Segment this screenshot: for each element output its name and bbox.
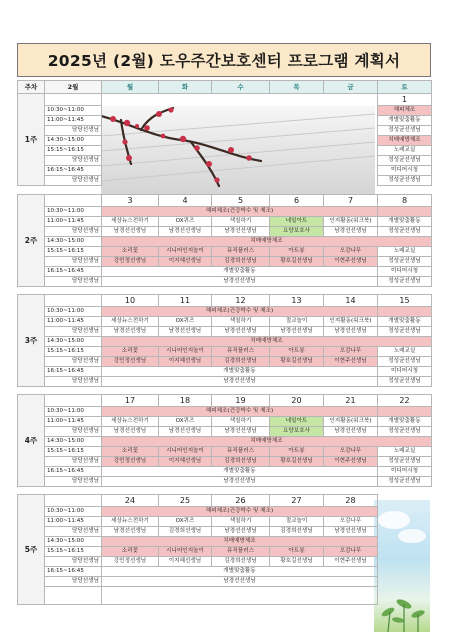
- date-cell: [45, 295, 102, 307]
- teacher-cell: 남경선선생님: [212, 427, 270, 437]
- week-label: 5주: [18, 495, 45, 605]
- activity-cell: 뮤직플러스: [212, 447, 270, 457]
- table-row: [18, 537, 432, 547]
- activity-cell: 아트봉: [270, 447, 324, 457]
- activity-cell: 시니어인지놀이: [159, 447, 212, 457]
- wide-activity: 치매예방체조: [102, 337, 432, 347]
- teacher-cell: 정성균선생님: [378, 227, 432, 237]
- photo-area: [102, 156, 378, 166]
- teacher-cell: 남경선선생님: [159, 327, 212, 337]
- teacher-cell: 이지혜선생님: [159, 457, 212, 467]
- table-row: [18, 377, 432, 387]
- table-row: [18, 367, 432, 377]
- activity-cell: 아트봉: [270, 347, 324, 357]
- time-slot: 14:30~15:00: [45, 537, 102, 547]
- activity-cell: 색칠하기: [212, 417, 270, 427]
- activity-cell: 절교놀이: [270, 517, 324, 527]
- table-row: [18, 477, 432, 487]
- time-slot: 담당선생님: [45, 156, 102, 166]
- date-cell: 18: [159, 395, 212, 407]
- day-header-wed: 수: [212, 81, 270, 94]
- activity-cell: 뮤직플러스: [212, 247, 270, 257]
- wide-teacher: 남경선선생님: [102, 277, 378, 287]
- teacher-cell: 남경선선생님: [324, 427, 378, 437]
- wide-teacher: 남경선선생님: [102, 377, 378, 387]
- title-banner: [17, 43, 431, 77]
- time-slot: 10:30~11:00: [45, 106, 102, 116]
- date-cell: 10: [102, 295, 159, 307]
- time-slot: 담당선생님: [45, 327, 102, 337]
- wide-activity: 치매예방체조: [102, 437, 432, 447]
- activity-cell: 세상뉴스전하기: [102, 417, 159, 427]
- sat-activity: 노래교실: [378, 146, 432, 156]
- teacher-cell: 이현주선생님: [324, 357, 378, 367]
- table-row: [18, 277, 432, 287]
- wide-activity: 해피체조(건강박수 및 체조): [102, 507, 378, 517]
- time-slot: 16:15~16:45: [45, 166, 102, 176]
- photo-area: [102, 126, 378, 136]
- wide-teacher: 남경선선생님: [102, 577, 378, 587]
- table-row: [18, 567, 432, 577]
- header-row: [18, 81, 432, 94]
- table-row: [18, 176, 432, 186]
- week-column-header: 주차: [18, 81, 45, 94]
- table-row: [18, 557, 432, 567]
- table-row: [18, 337, 432, 347]
- date-row: [18, 295, 432, 307]
- time-slot: 16:15~16:45: [45, 467, 102, 477]
- date-row: [18, 94, 432, 106]
- time-slot: 11:00~11:45: [45, 517, 102, 527]
- sat-activity: 해피체조: [378, 106, 432, 116]
- table-row: [18, 166, 432, 176]
- table-row: [18, 577, 432, 587]
- empty-cell: [45, 587, 102, 605]
- activity-cell: 오감나무: [324, 517, 378, 527]
- teacher-cell: 김경희선생님: [212, 357, 270, 367]
- teacher-cell: 남경선선생님: [212, 327, 270, 337]
- teacher-cell: 정성균선생님: [378, 457, 432, 467]
- time-slot: 10:30~11:00: [45, 507, 102, 517]
- date-cell: 12: [212, 295, 270, 307]
- month-header: 2월: [45, 81, 102, 94]
- table-row: [18, 227, 432, 237]
- activity-cell: OX퀴즈: [159, 217, 212, 227]
- teacher-cell: 남경선선생님: [212, 227, 270, 237]
- activity-cell: 개별맞춤활동: [378, 317, 432, 327]
- activity-cell: 개별맞춤활동: [378, 217, 432, 227]
- sat-activity: 미디어시청: [378, 367, 432, 377]
- teacher-cell: 김경희선생님: [212, 457, 270, 467]
- activity-cell: 세상뉴스전하기: [102, 317, 159, 327]
- activity-cell: 뮤직플러스: [212, 547, 270, 557]
- teacher-cell: 남경선선생님: [102, 427, 159, 437]
- activity-cell: 노래교실: [378, 447, 432, 457]
- table-row: [18, 327, 432, 337]
- table-row: [18, 116, 432, 126]
- time-slot: 11:00~11:45: [45, 116, 102, 126]
- wide-activity: 치매예방체조: [102, 237, 432, 247]
- date-cell: 19: [212, 395, 270, 407]
- time-slot: 15:15~16:15: [45, 247, 102, 257]
- sat-activity: [378, 207, 432, 217]
- table-row: [18, 407, 432, 417]
- activity-cell: 아트봉: [270, 247, 324, 257]
- date-cell: 4: [159, 195, 212, 207]
- day-header-mon: 월: [102, 81, 159, 94]
- table-row: [18, 267, 432, 277]
- table-row: [18, 447, 432, 457]
- sat-teacher: 정성균선생님: [378, 156, 432, 166]
- activity-cell: 오감나무: [324, 447, 378, 457]
- activity-cell: 오감나무: [324, 347, 378, 357]
- date-cell: [45, 94, 102, 106]
- teacher-cell: 이현주선생님: [324, 557, 378, 567]
- activity-cell: 노래교실: [378, 347, 432, 357]
- date-cell: 27: [270, 495, 324, 507]
- table-row: [18, 507, 432, 517]
- photo-area: [102, 94, 378, 106]
- activity-cell: 시니어인지놀이: [159, 347, 212, 357]
- photo-area: [102, 106, 378, 116]
- activity-cell: OX퀴즈: [159, 317, 212, 327]
- date-cell: 5: [212, 195, 270, 207]
- wide-activity: 해피체조(건강박수 및 체조): [102, 307, 378, 317]
- date-row: [18, 195, 432, 207]
- time-slot: 14:30~15:00: [45, 237, 102, 247]
- time-slot: 11:00~11:45: [45, 417, 102, 427]
- wide-activity: 해피체조(건강박수 및 체조): [102, 207, 378, 217]
- date-cell: [45, 495, 102, 507]
- date-cell: 22: [378, 395, 432, 407]
- activity-cell: 노래교실: [378, 247, 432, 257]
- time-slot: 11:00~11:45: [45, 217, 102, 227]
- table-row: [18, 247, 432, 257]
- date-cell: 24: [102, 495, 159, 507]
- teacher-cell: 김경희선생님: [270, 527, 324, 537]
- table-row: [18, 427, 432, 437]
- date-cell: 13: [270, 295, 324, 307]
- teacher-cell: 남경선선생님: [324, 527, 378, 537]
- activity-cell: 개별맞춤활동: [378, 417, 432, 427]
- activity-cell: OX퀴즈: [159, 517, 212, 527]
- teacher-cell: 남경선선생님: [270, 327, 324, 337]
- table-row: [18, 547, 432, 557]
- table-row: [18, 347, 432, 357]
- teacher-cell: 정성균선생님: [378, 357, 432, 367]
- table-row: [18, 136, 432, 146]
- date-row: [18, 395, 432, 407]
- activity-cell: 세상뉴스전하기: [102, 517, 159, 527]
- time-slot: 10:30~11:00: [45, 407, 102, 417]
- teacher-cell: 강민정선생님: [102, 257, 159, 267]
- teacher-cell: 김경희선생님: [159, 527, 212, 537]
- sat-teacher: 정성균선생님: [378, 477, 432, 487]
- teacher-cell: 남경선선생님: [212, 527, 270, 537]
- table-row: [18, 467, 432, 477]
- day-header-sat: 토: [378, 81, 432, 94]
- week-label: 1주: [18, 94, 45, 186]
- teacher-cell: 이지혜선생님: [159, 257, 212, 267]
- page-title: 2025년 (2월) 도우주간보호센터 프로그램 계획서: [47, 52, 401, 70]
- sat-teacher: 정성균선생님: [378, 377, 432, 387]
- time-slot: 담당선생님: [45, 577, 102, 587]
- table-row: [18, 417, 432, 427]
- sat-teacher: 정성균선생님: [378, 126, 432, 136]
- teacher-cell: 강민정선생님: [102, 557, 159, 567]
- schedule-table-week1: [17, 80, 432, 186]
- time-slot: 담당선생님: [45, 527, 102, 537]
- teacher-cell: 남경선선생님: [324, 227, 378, 237]
- table-row: [18, 437, 432, 447]
- table-row: [18, 126, 432, 136]
- time-slot: 담당선생님: [45, 377, 102, 387]
- schedule-table-week2: [17, 194, 432, 287]
- table-row: [18, 207, 432, 217]
- sat-activity: 미디어시청: [378, 267, 432, 277]
- activity-cell: 네일아트: [270, 217, 324, 227]
- table-row: [18, 146, 432, 156]
- date-cell: 28: [324, 495, 378, 507]
- date-cell: 26: [212, 495, 270, 507]
- teacher-cell: 강민정선생님: [102, 457, 159, 467]
- teacher-cell: 이현주선생님: [324, 257, 378, 267]
- teacher-cell: 남경선선생님: [102, 227, 159, 237]
- time-slot: 16:15~16:45: [45, 267, 102, 277]
- teacher-cell: 정성균선생님: [378, 327, 432, 337]
- date-cell: [45, 195, 102, 207]
- week-label: 3주: [18, 295, 45, 387]
- teacher-cell: 황호길선생님: [270, 257, 324, 267]
- teacher-cell: 김경희선생님: [212, 557, 270, 567]
- date-sat: 1: [378, 94, 432, 106]
- table-row: [18, 217, 432, 227]
- teacher-cell: 요양보호사: [270, 427, 324, 437]
- date-cell: 25: [159, 495, 212, 507]
- sat-activity: [378, 407, 432, 417]
- teacher-cell: 이지혜선생님: [159, 357, 212, 367]
- sat-teacher: 정성균선생님: [378, 176, 432, 186]
- photo-area: [102, 166, 378, 176]
- time-slot: 15:15~16:15: [45, 347, 102, 357]
- time-slot: 15:15~16:15: [45, 447, 102, 457]
- week-label: 2주: [18, 195, 45, 287]
- teacher-cell: 김경희선생님: [212, 257, 270, 267]
- time-slot: 담당선생님: [45, 357, 102, 367]
- activity-cell: 인지활동(워크북): [324, 217, 378, 227]
- teacher-cell: 이지혜선생님: [159, 557, 212, 567]
- date-cell: 15: [378, 295, 432, 307]
- time-slot: 담당선생님: [45, 277, 102, 287]
- table-row: [18, 257, 432, 267]
- teacher-cell: 남경선선생님: [102, 327, 159, 337]
- time-slot: 10:30~11:00: [45, 307, 102, 317]
- wide-activity: 개별맞춤활동: [102, 467, 378, 477]
- table-row: [18, 527, 432, 537]
- time-slot: 16:15~16:45: [45, 567, 102, 577]
- activity-cell: 색칠하기: [212, 317, 270, 327]
- time-slot: 11:00~11:45: [45, 317, 102, 327]
- activity-cell: 아트봉: [270, 547, 324, 557]
- activity-cell: 인지활동(워크북): [324, 317, 378, 327]
- wide-activity: 치매예방체조: [102, 537, 378, 547]
- activity-cell: 인지활동(워크북): [324, 417, 378, 427]
- date-cell: 7: [324, 195, 378, 207]
- date-cell: 3: [102, 195, 159, 207]
- time-slot: 담당선생님: [45, 457, 102, 467]
- photo-area: [102, 176, 378, 186]
- time-slot: 14:30~15:00: [45, 337, 102, 347]
- activity-cell: 소리꽃: [102, 447, 159, 457]
- date-cell: 11: [159, 295, 212, 307]
- table-row: [18, 307, 432, 317]
- activity-cell: 소리꽃: [102, 347, 159, 357]
- time-slot: 담당선생님: [45, 257, 102, 267]
- sat-activity: 개별맞춤활동: [378, 116, 432, 126]
- date-cell: 21: [324, 395, 378, 407]
- teacher-cell: 이현주선생님: [324, 457, 378, 467]
- empty-cell: [102, 587, 378, 605]
- wide-teacher: 남경선선생님: [102, 477, 378, 487]
- teacher-cell: 정성균선생님: [378, 257, 432, 267]
- table-row: [18, 106, 432, 116]
- date-cell: 14: [324, 295, 378, 307]
- sat-activity: [378, 307, 432, 317]
- activity-cell: 오감나무: [324, 247, 378, 257]
- activity-cell: 색칠하기: [212, 517, 270, 527]
- photo-area: [102, 136, 378, 146]
- wide-activity: 개별맞춤활동: [102, 267, 378, 277]
- table-row: [18, 357, 432, 367]
- time-slot: 담당선생님: [45, 477, 102, 487]
- time-slot: 담당선생님: [45, 227, 102, 237]
- time-slot: 15:15~16:15: [45, 547, 102, 557]
- activity-cell: 뮤직플러스: [212, 347, 270, 357]
- date-cell: 20: [270, 395, 324, 407]
- teacher-cell: 황호길선생님: [270, 357, 324, 367]
- wide-activity: 개별맞춤활동: [102, 567, 378, 577]
- teacher-cell: 황호길선생님: [270, 557, 324, 567]
- table-row: [18, 587, 432, 605]
- teacher-cell: 황호길선생님: [270, 457, 324, 467]
- activity-cell: 소리꽃: [102, 547, 159, 557]
- photo-area: [378, 495, 432, 605]
- time-slot: 담당선생님: [45, 557, 102, 567]
- teacher-cell: 남경선선생님: [159, 227, 212, 237]
- activity-cell: 절교놀이: [270, 317, 324, 327]
- activity-cell: 시니어인지놀이: [159, 547, 212, 557]
- time-slot: 10:30~11:00: [45, 207, 102, 217]
- table-row: [18, 317, 432, 327]
- photo-area: [102, 146, 378, 156]
- table-row: [18, 237, 432, 247]
- teacher-cell: 남경선선생님: [102, 527, 159, 537]
- date-cell: 6: [270, 195, 324, 207]
- teacher-cell: 정성균선생님: [378, 427, 432, 437]
- activity-cell: 세상뉴스전하기: [102, 217, 159, 227]
- table-row: [18, 156, 432, 166]
- sat-activity: 치매예방체조: [378, 136, 432, 146]
- day-header-thu: 목: [270, 81, 324, 94]
- activity-cell: 소리꽃: [102, 247, 159, 257]
- time-slot: 14:30~15:00: [45, 437, 102, 447]
- teacher-cell: 남경선선생님: [159, 427, 212, 437]
- activity-cell: OX퀴즈: [159, 417, 212, 427]
- time-slot: 15:15~16:15: [45, 146, 102, 156]
- wide-activity: 개별맞춤활동: [102, 367, 378, 377]
- time-slot: 14:30~15:00: [45, 136, 102, 146]
- schedule-table-week3: [17, 294, 432, 387]
- time-slot: 담당선생님: [45, 427, 102, 437]
- date-cell: 17: [102, 395, 159, 407]
- activity-cell: 오감나무: [324, 547, 378, 557]
- teacher-cell: 남경선선생님: [324, 327, 378, 337]
- day-header-tue: 화: [159, 81, 212, 94]
- time-slot: 16:15~16:45: [45, 367, 102, 377]
- schedule-table-week5: [17, 494, 432, 605]
- activity-cell: 네일아트: [270, 417, 324, 427]
- teacher-cell: 요양보호사: [270, 227, 324, 237]
- table-row: [18, 457, 432, 467]
- sat-teacher: 정성균선생님: [378, 277, 432, 287]
- wide-activity: 해피체조(건강박수 및 체조): [102, 407, 378, 417]
- activity-cell: 색칠하기: [212, 217, 270, 227]
- date-row: [18, 495, 432, 507]
- table-row: [18, 517, 432, 527]
- schedule-table-week4: [17, 394, 432, 487]
- date-cell: [45, 395, 102, 407]
- photo-area: [102, 116, 378, 126]
- time-slot: 담당선생님: [45, 126, 102, 136]
- week-label: 4주: [18, 395, 45, 487]
- date-cell: 8: [378, 195, 432, 207]
- time-slot: 담당선생님: [45, 176, 102, 186]
- activity-cell: 시니어인지놀이: [159, 247, 212, 257]
- sat-activity: 미디어시청: [378, 467, 432, 477]
- sat-activity: 미디어시청: [378, 166, 432, 176]
- day-header-fri: 금: [324, 81, 378, 94]
- teacher-cell: 강민정선생님: [102, 357, 159, 367]
